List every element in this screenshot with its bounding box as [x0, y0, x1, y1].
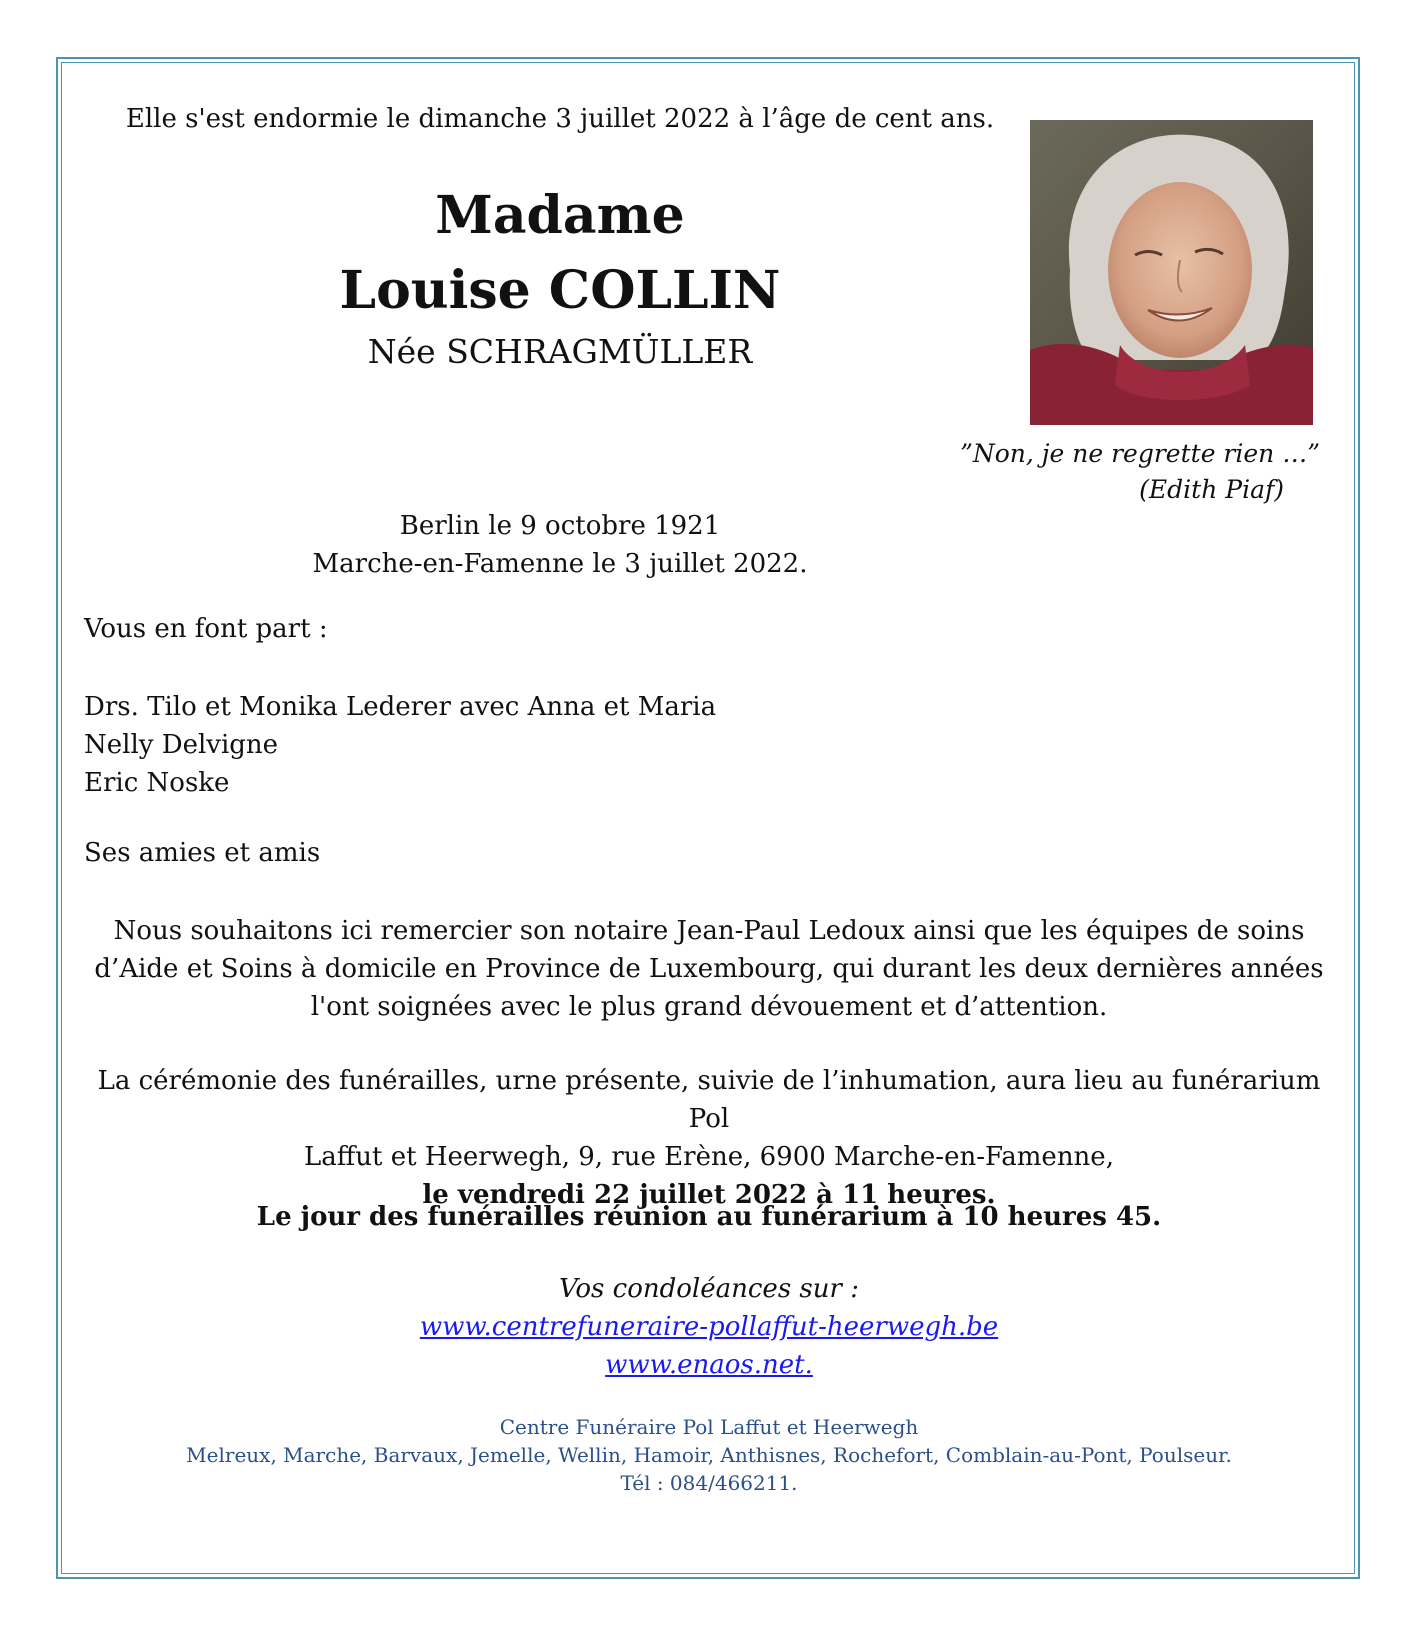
friends-line: Ses amies et amis: [84, 838, 321, 868]
funeral-center-link[interactable]: www.centrefuneraire-pollaffut-heerwegh.be: [419, 1312, 999, 1342]
birth-death-dates: [110, 507, 1010, 583]
list-item: Nelly Delvigne: [84, 730, 279, 760]
birth-name: Née SCHRAGMÜLLER: [367, 332, 753, 371]
title-honorific: Madame: [435, 185, 685, 246]
portrait-photo: [1030, 120, 1313, 425]
thanks-line: l'ont soignées avec le plus grand dévouement et d’attention.: [310, 992, 1108, 1022]
condolences-label: Vos condoléances sur :: [559, 1274, 859, 1304]
list-item: Drs. Tilo et Monika Lederer avec Anna et Maria: [84, 692, 717, 722]
footer-phone: Tél : 084/466211.: [620, 1471, 798, 1495]
thanks-paragraph: [84, 912, 1334, 1026]
quote-author: (Edith Piaf): [1139, 475, 1284, 504]
intro-text: Elle s'est endormie le dimanche 3 juillet 2022 à l’âge de cent ans.: [125, 104, 995, 134]
ceremony-line: Laffut et Heerwegh, 9, rue Erène, 6900 Marche-en-Famenne,: [304, 1142, 1114, 1172]
ceremony-line: La cérémonie des funérailles, urne présente, suivie de l’inhumation, aura lieu au funérarium Pol: [97, 1066, 1321, 1134]
thanks-line: d’Aide et Soins à domicile en Province de Luxembourg, qui durant les deux dernières années: [94, 954, 1324, 984]
reunion-notice: Le jour des funérailles réunion au funérarium à 10 heures 45.: [256, 1202, 1162, 1232]
death-line: Marche-en-Famenne le 3 juillet 2022.: [312, 549, 808, 579]
footer-locations: Melreux, Marche, Barvaux, Jemelle, Wellin, Hamoir, Anthisnes, Rochefort, Comblain-au-Pont, Poulseur.: [186, 1443, 1232, 1467]
footer-company: Centre Funéraire Pol Laffut et Heerwegh: [499, 1415, 919, 1439]
list-item: Eric Noske: [84, 768, 230, 798]
quote-text: ”Non, je ne regrette rien …”: [960, 439, 1320, 468]
announcers-intro: Vous en font part :: [84, 614, 328, 644]
footer: [84, 1413, 1334, 1497]
deceased-name: Louise COLLIN: [339, 260, 781, 321]
birth-line: Berlin le 9 octobre 1921: [399, 511, 721, 541]
ceremony-paragraph: [84, 1062, 1334, 1214]
family-list: [84, 688, 716, 802]
quote-block: [940, 436, 1320, 508]
thanks-line: Nous souhaitons ici remercier son notaire Jean-Paul Ledoux ainsi que les équipes de soins: [113, 916, 1305, 946]
enaos-link[interactable]: www.enaos.net.: [605, 1350, 813, 1380]
ceremony-date: le vendredi 22 juillet 2022 à 11 heures.: [422, 1180, 996, 1210]
condolences-block: [84, 1270, 1334, 1384]
